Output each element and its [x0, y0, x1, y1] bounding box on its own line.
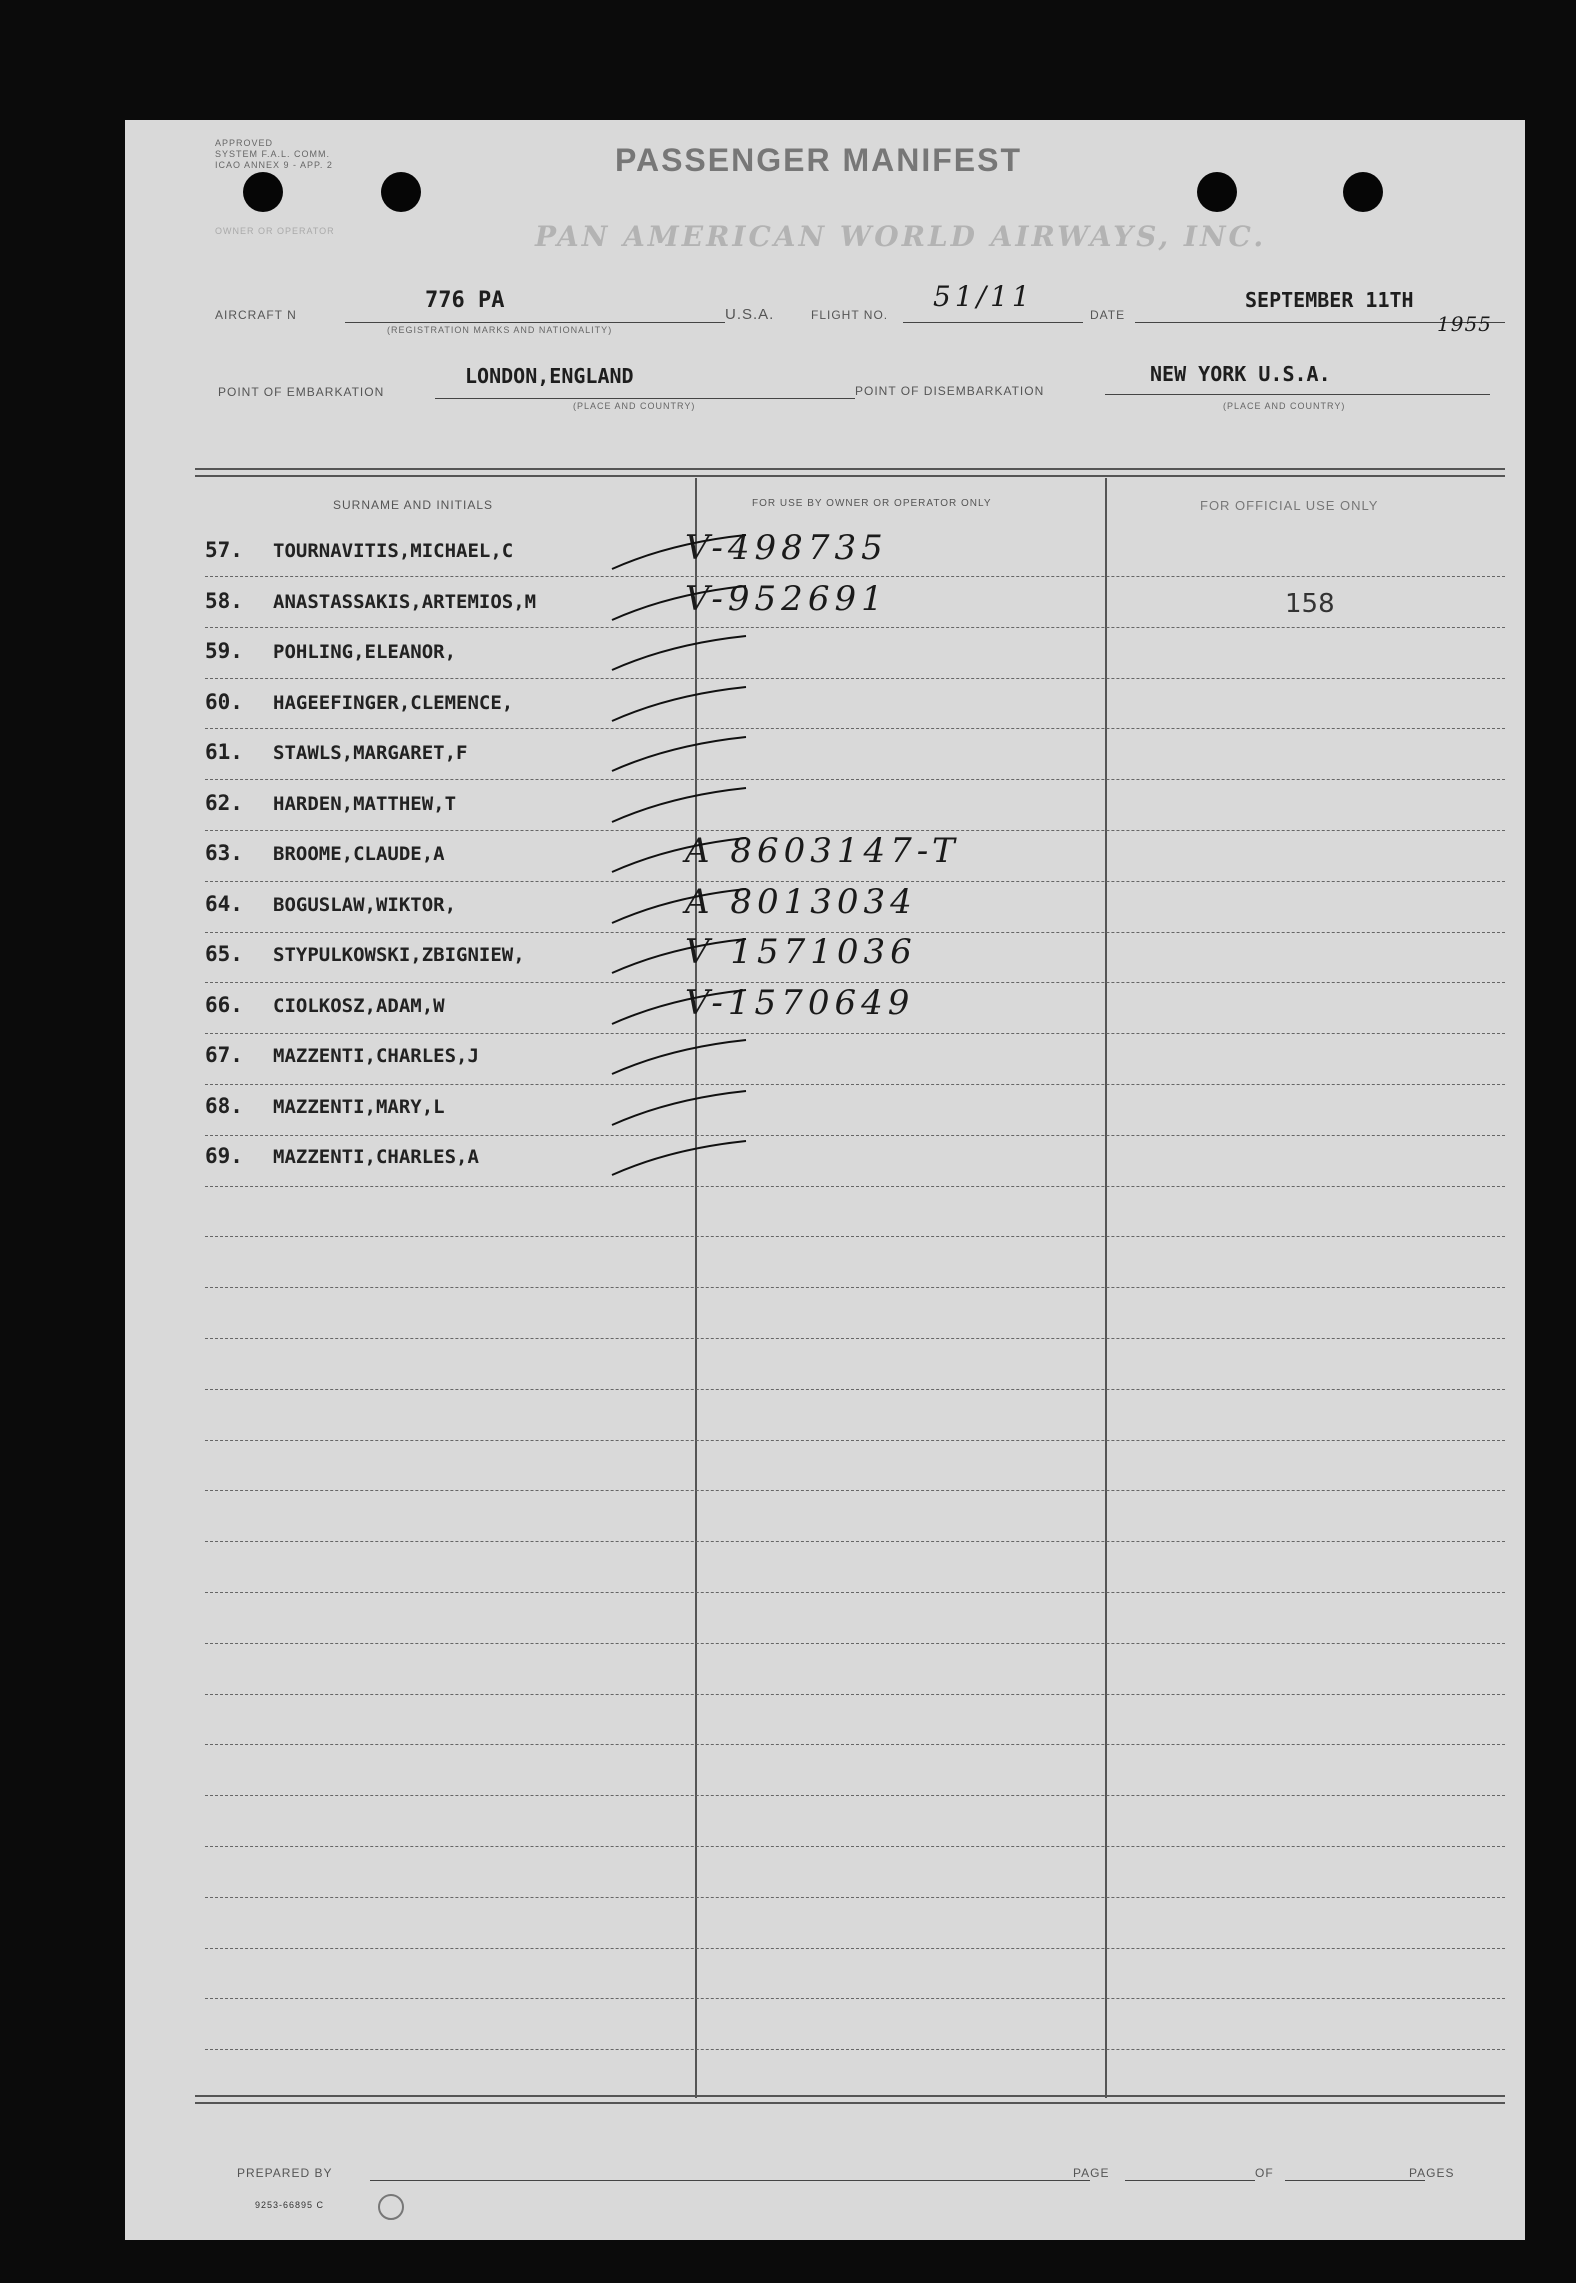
ruled-line [205, 1541, 1505, 1542]
ruled-line [205, 2049, 1505, 2050]
document-number: A 8013034 [685, 881, 917, 922]
column-header-owner: FOR USE BY OWNER OR OPERATOR ONLY [752, 498, 992, 509]
official-entry: 158 [1285, 588, 1335, 619]
ruled-line [205, 1236, 1505, 1237]
punch-hole [243, 172, 283, 212]
row-number: 68. [205, 1093, 243, 1118]
ruled-line [205, 1897, 1505, 1898]
passenger-name: ANASTASSAKIS,ARTEMIOS,M [273, 590, 537, 613]
ruled-line [205, 1287, 1505, 1288]
table-row [205, 1084, 1505, 1134]
row-number: 58. [205, 588, 243, 613]
flight-underline [903, 322, 1083, 323]
passenger-name: STYPULKOWSKI,ZBIGNIEW, [273, 944, 525, 966]
ruled-line [205, 1846, 1505, 1847]
embark-label: POINT OF EMBARKATION [218, 385, 385, 399]
row-number: 67. [205, 1043, 243, 1067]
union-stamp-icon [378, 2194, 404, 2220]
prepared-by-label: PREPARED BY [237, 2166, 333, 2180]
row-number: 61. [205, 740, 243, 764]
table-bottom-rule [195, 2095, 1505, 2104]
row-number: 63. [205, 841, 243, 865]
disembark-value: NEW YORK U.S.A. [1150, 362, 1331, 386]
embark-underline [435, 398, 855, 399]
disembark-caption: (PLACE AND COUNTRY) [1223, 401, 1346, 411]
punch-hole [381, 172, 421, 212]
page-title: PASSENGER MANIFEST [615, 142, 1022, 178]
table-row [205, 730, 1505, 780]
embark-caption: (PLACE AND COUNTRY) [573, 401, 696, 411]
ruled-line [205, 1795, 1505, 1796]
form-number: 9253-66895 C [255, 2200, 325, 2210]
aircraft-caption: (REGISTRATION MARKS AND NATIONALITY) [387, 325, 613, 335]
operator-label: OWNER OR OPERATOR [215, 226, 335, 236]
ruled-line [205, 1389, 1505, 1390]
passenger-name: CIOLKOSZ,ADAM,W [273, 994, 445, 1017]
disembark-underline [1105, 394, 1490, 395]
embark-value: LONDON,ENGLAND [465, 364, 634, 388]
disembark-label: POINT OF DISEMBARKATION [855, 384, 1045, 398]
passenger-name: MAZZENTI,CHARLES,J [273, 1045, 479, 1067]
ruled-line [205, 1135, 1505, 1136]
flight-label: FLIGHT NO. [811, 308, 889, 322]
document-number: V-1570649 [685, 982, 915, 1023]
ruled-line [205, 1084, 1505, 1085]
ruled-line [205, 779, 1505, 780]
page-label: PAGE [1073, 2166, 1110, 2180]
ruled-line [205, 1186, 1505, 1187]
table-row [205, 882, 1505, 932]
ruled-line [205, 1948, 1505, 1949]
passenger-name: HAGEEFINGER,CLEMENCE, [273, 691, 514, 714]
passenger-name: BROOME,CLAUDE,A [273, 843, 445, 865]
passenger-name: STAWLS,MARGARET,F [273, 742, 468, 764]
of-underline [1285, 2180, 1425, 2181]
table-row [205, 528, 1505, 578]
table-row [205, 932, 1505, 982]
ruled-line [205, 1744, 1505, 1745]
aircraft-label: AIRCRAFT N [215, 308, 297, 322]
column-header-name: SURNAME AND INITIALS [333, 498, 494, 512]
row-number: 66. [205, 992, 243, 1017]
row-number: 69. [205, 1144, 243, 1168]
passenger-name: BOGUSLAW,WIKTOR, [273, 893, 457, 916]
passenger-name: HARDEN,MATTHEW,T [273, 792, 457, 815]
year-value: 1955 [1437, 312, 1492, 336]
usa-label: U.S.A. [725, 306, 775, 323]
aircraft-value: 776 PA [425, 288, 505, 313]
punch-hole [1197, 172, 1237, 212]
table-top-rule [195, 468, 1505, 477]
ruled-line [205, 830, 1505, 831]
table-row [205, 579, 1505, 629]
document-number: A 8603147-T [685, 831, 960, 871]
document-number: V-952691 [685, 578, 888, 619]
table-row [205, 781, 1505, 831]
passenger-name: MAZZENTI,CHARLES,A [273, 1146, 479, 1168]
row-number: 57. [205, 538, 243, 562]
ruled-line [205, 1490, 1505, 1491]
ruled-line [205, 1643, 1505, 1644]
row-number: 64. [205, 891, 243, 916]
row-number: 60. [205, 689, 243, 714]
table-row [205, 1033, 1505, 1083]
date-label: DATE [1090, 308, 1126, 322]
table-row [205, 831, 1505, 881]
ruled-line [205, 678, 1505, 679]
approval-line: APPROVED [215, 138, 274, 148]
document-number: V-498735 [685, 528, 888, 568]
ruled-line [205, 1338, 1505, 1339]
row-number: 59. [205, 639, 243, 663]
punch-hole [1343, 172, 1383, 212]
passenger-name: TOURNAVITIS,MICHAEL,C [273, 540, 514, 562]
flight-value: 51/11 [933, 280, 1034, 313]
pages-label: PAGES [1409, 2166, 1455, 2180]
ruled-line [205, 576, 1505, 577]
table-row [205, 680, 1505, 730]
aircraft-underline [345, 322, 725, 323]
document-number: V 1571036 [685, 932, 917, 972]
ruled-line [205, 1592, 1505, 1593]
prepared-by-underline [370, 2180, 1090, 2181]
approval-line: ICAO ANNEX 9 - APP. 2 [215, 160, 333, 170]
manifest-sheet [125, 120, 1525, 2240]
ruled-line [205, 881, 1505, 882]
ruled-line [205, 728, 1505, 729]
row-number: 65. [205, 942, 243, 966]
passenger-name: MAZZENTI,MARY,L [273, 1095, 445, 1118]
ruled-line [205, 1033, 1505, 1034]
column-header-official: FOR OFFICIAL USE ONLY [1200, 498, 1379, 513]
ruled-line [205, 1440, 1505, 1441]
row-number: 62. [205, 790, 243, 815]
ruled-line [205, 932, 1505, 933]
ruled-line [205, 627, 1505, 628]
ruled-line [205, 1998, 1505, 1999]
ruled-line [205, 1694, 1505, 1695]
of-label: OF [1255, 2166, 1274, 2180]
carrier-name: PAN AMERICAN WORLD AIRWAYS, INC. [535, 220, 1267, 253]
passenger-name: POHLING,ELEANOR, [273, 641, 457, 663]
table-row [205, 983, 1505, 1033]
approval-line: SYSTEM F.A.L. COMM. [215, 149, 331, 159]
date-value: SEPTEMBER 11TH [1245, 288, 1414, 312]
ruled-line [205, 982, 1505, 983]
page-underline [1125, 2180, 1255, 2181]
table-row [205, 1134, 1505, 1184]
table-row [205, 629, 1505, 679]
